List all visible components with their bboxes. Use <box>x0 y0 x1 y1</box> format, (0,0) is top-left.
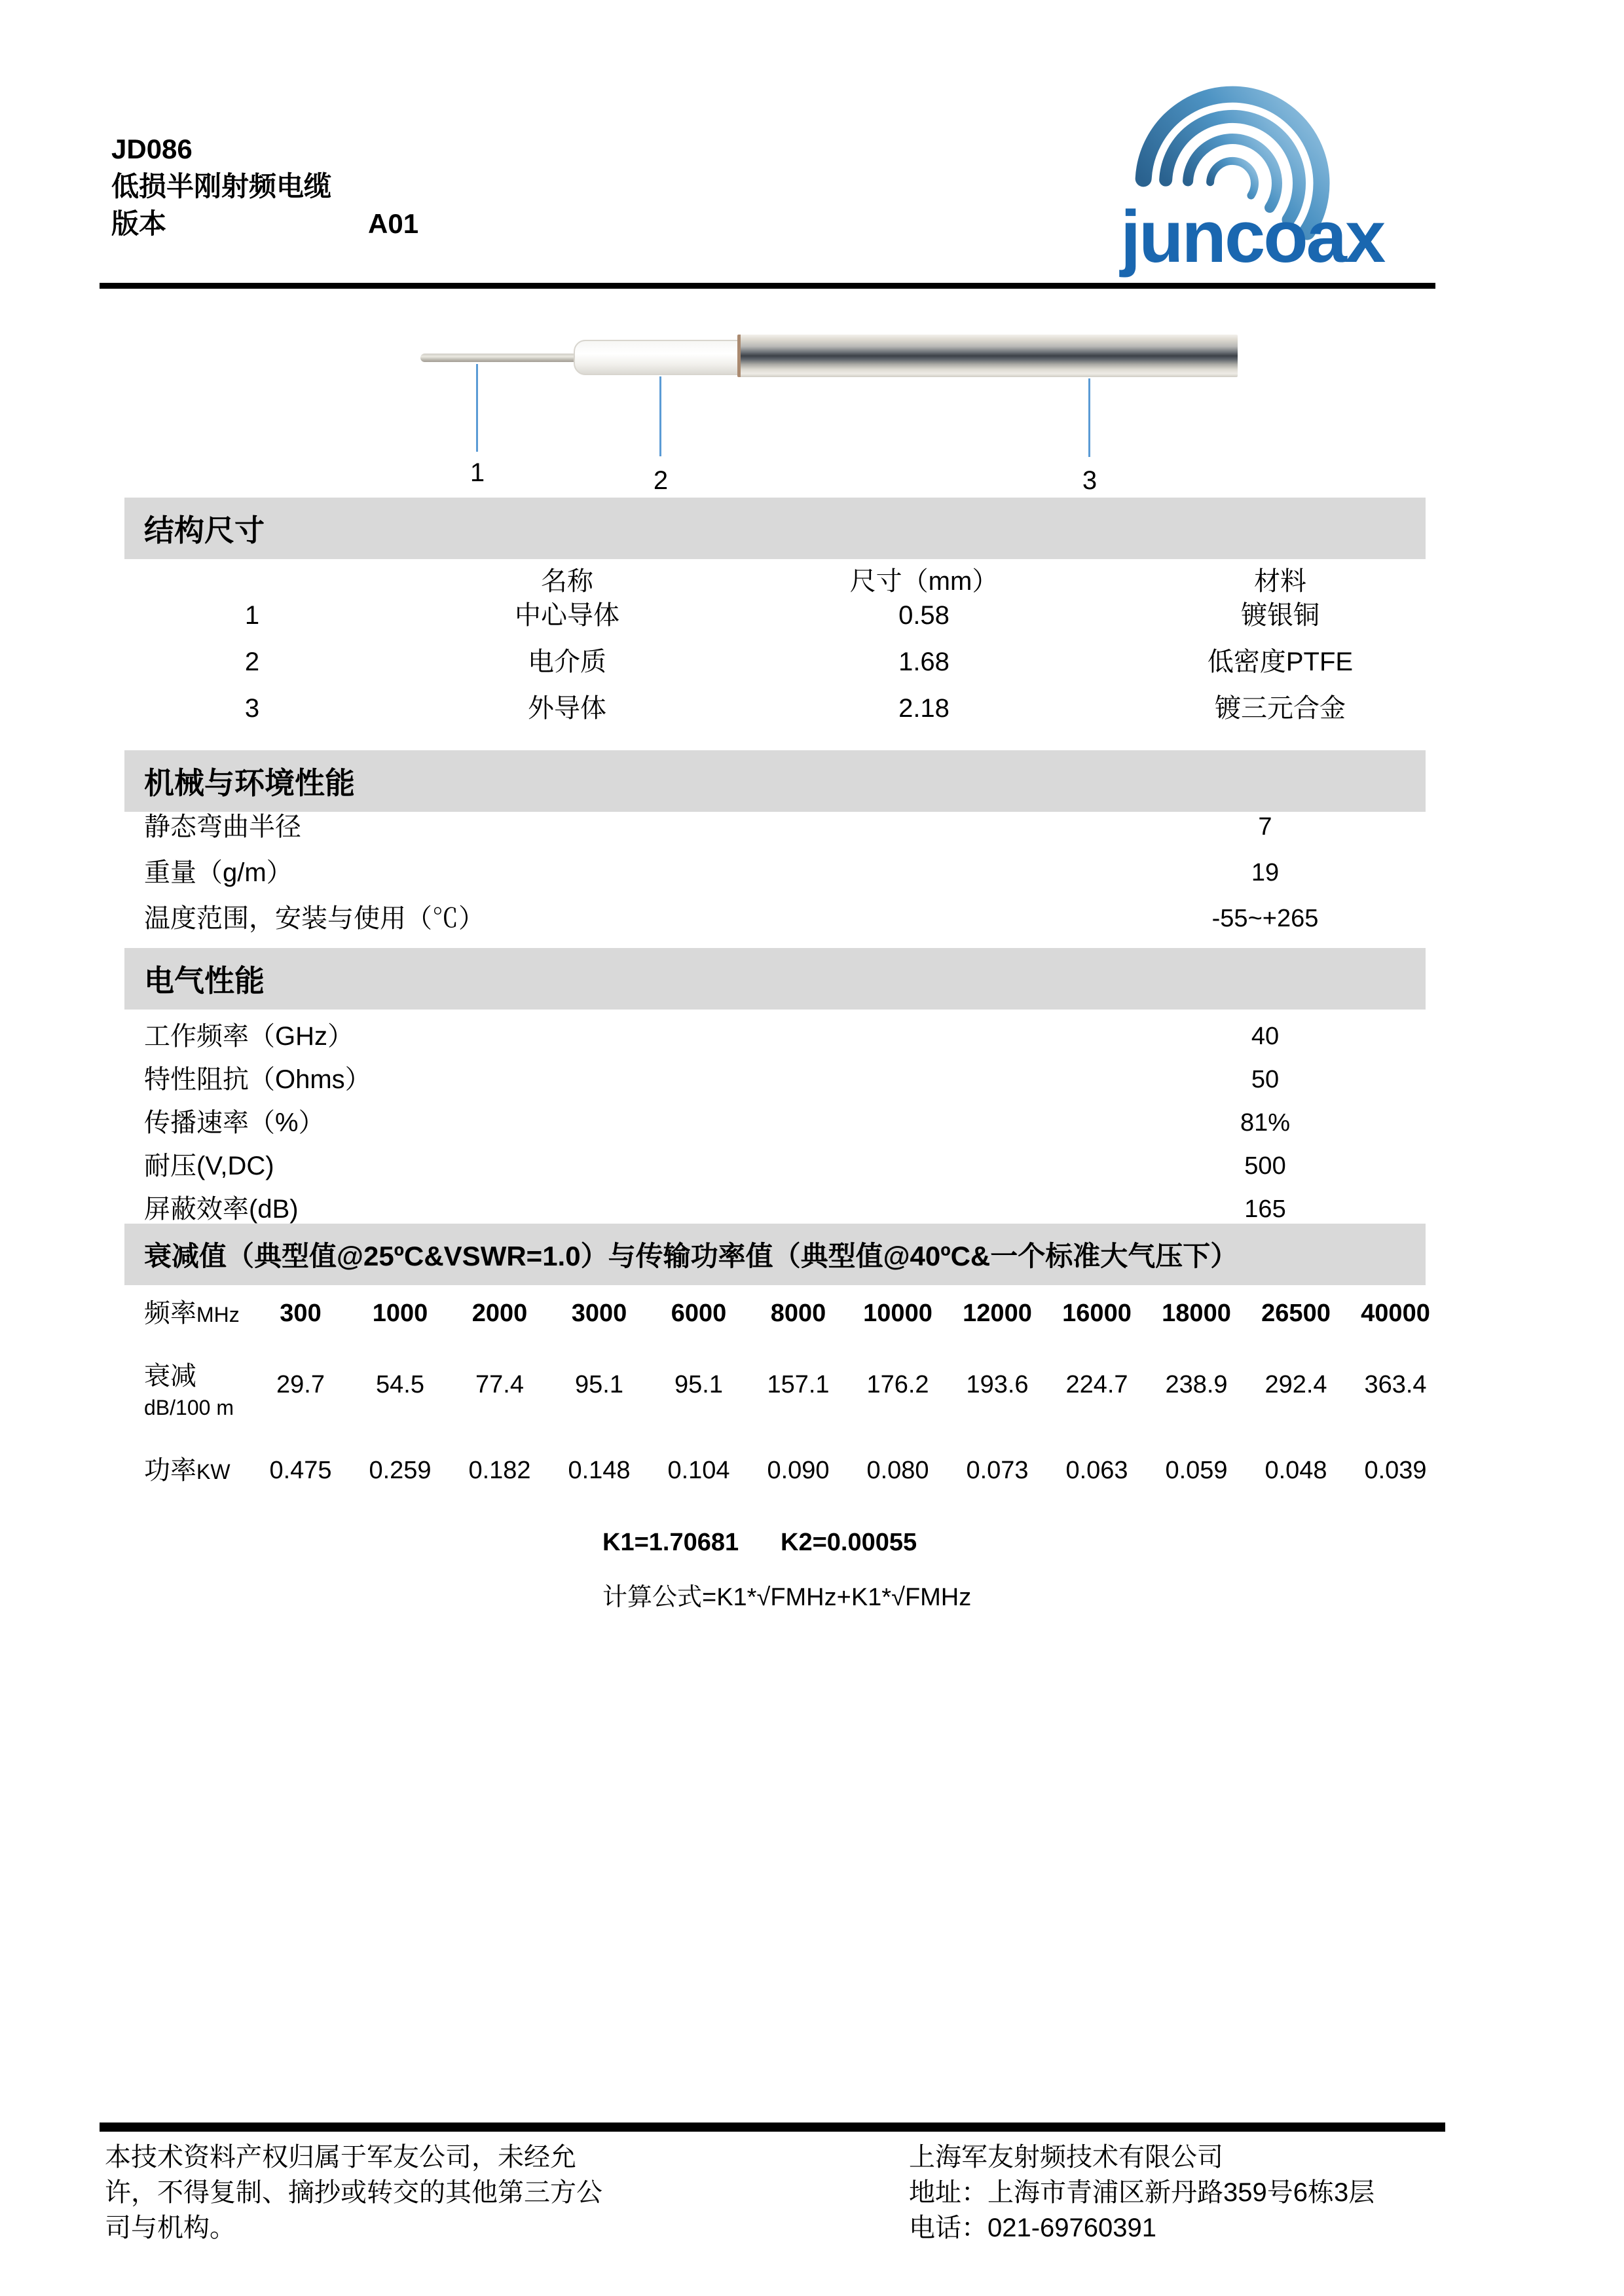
power-value: 0.048 <box>1264 1457 1327 1484</box>
freq-value: 6000 <box>671 1300 727 1327</box>
part-material: 镀三元合金 <box>1215 694 1346 723</box>
spec-value: 165 <box>1244 1195 1286 1223</box>
power-row <box>124 1453 1426 1487</box>
part-size: 2.18 <box>898 694 950 723</box>
section-title-electrical: 电气性能 <box>124 948 1426 1010</box>
spec-label: 重量（g/m） <box>144 858 293 887</box>
atten-value: 95.1 <box>575 1371 623 1398</box>
col-header-name: 名称 <box>541 567 593 596</box>
section-title-structure: 结构尺寸 <box>124 498 1426 559</box>
freq-value: 3000 <box>571 1300 627 1327</box>
electrical-row <box>124 1064 1426 1095</box>
attenuation-row <box>124 1350 1426 1429</box>
attenuation-label: 衰减 <box>144 1362 196 1391</box>
product-name: 低损半刚射频电缆 <box>111 171 332 202</box>
electrical-row <box>124 1194 1426 1225</box>
atten-value: 54.5 <box>376 1371 424 1398</box>
freq-value: 16000 <box>1062 1300 1132 1327</box>
freq-value: 2000 <box>471 1300 528 1327</box>
logo-wordmark: juncoax <box>1120 196 1384 278</box>
power-value: 0.148 <box>568 1457 631 1484</box>
model-number: JD086 <box>111 134 193 164</box>
structure-row <box>124 693 1426 724</box>
atten-value: 363.4 <box>1364 1371 1427 1398</box>
part-name: 中心导体 <box>515 601 619 630</box>
spec-label: 传播速率（%） <box>144 1108 325 1137</box>
electrical-row <box>124 1107 1426 1139</box>
version-value: A01 <box>368 208 419 239</box>
cable-part-label-3: 3 <box>1082 466 1098 495</box>
row-index: 3 <box>244 694 260 723</box>
footer-copyright-line: 许，不得复制、摘抄或转交的其他第三方公 <box>105 2178 602 2207</box>
footer-company-name: 上海军友射频技术有限公司 <box>909 2143 1223 2172</box>
leader-line-3 <box>1088 378 1090 457</box>
section-title-mechanical: 机械与环境性能 <box>124 750 1426 812</box>
power-value: 0.090 <box>767 1457 830 1484</box>
freq-value: 40000 <box>1361 1300 1430 1327</box>
cable-dielectric <box>574 340 739 375</box>
power-value: 0.073 <box>966 1457 1029 1484</box>
power-value: 0.039 <box>1364 1457 1427 1484</box>
spec-label: 静态弯曲半径 <box>144 812 301 841</box>
spec-value: 19 <box>1251 859 1280 886</box>
footer-company-phone: 电话：021-69760391 <box>909 2214 1157 2242</box>
power-value: 0.259 <box>369 1457 432 1484</box>
cable-center-conductor <box>420 354 592 362</box>
version-label: 版本 <box>111 208 167 239</box>
freq-value: 12000 <box>963 1300 1032 1327</box>
header-divider <box>100 283 1435 289</box>
freq-value: 300 <box>280 1300 322 1327</box>
col-header-material: 材料 <box>1254 567 1306 596</box>
atten-value: 176.2 <box>866 1371 929 1398</box>
attenuation-unit: dB/100 m <box>144 1396 234 1419</box>
calculation-formula: 计算公式=K1*√FMHz+K1*√FMHz <box>602 1584 972 1611</box>
leader-line-2 <box>659 376 661 456</box>
power-value: 0.104 <box>667 1457 730 1484</box>
power-label: 功率KW <box>144 1456 231 1485</box>
power-value: 0.080 <box>866 1457 929 1484</box>
structure-row <box>124 600 1426 631</box>
spec-value: 81% <box>1240 1109 1291 1137</box>
spec-label: 工作频率（GHz） <box>144 1022 354 1051</box>
mechanical-row <box>124 811 1426 843</box>
atten-value: 292.4 <box>1264 1371 1327 1398</box>
row-index: 1 <box>244 601 260 630</box>
spec-value: -55~+265 <box>1211 905 1319 932</box>
leader-line-1 <box>476 364 478 452</box>
constant-k2: K2=0.00055 <box>781 1529 917 1556</box>
electrical-row <box>124 1021 1426 1052</box>
col-header-size: 尺寸（mm） <box>849 567 999 596</box>
power-value: 0.059 <box>1165 1457 1228 1484</box>
footer-copyright-line: 本技术资料产权归属于军友公司，未经允 <box>105 2143 576 2172</box>
part-size: 1.68 <box>898 647 950 676</box>
frequency-row <box>124 1296 1430 1330</box>
electrical-row <box>124 1150 1426 1182</box>
freq-value: 10000 <box>863 1300 932 1327</box>
atten-value: 95.1 <box>674 1371 723 1398</box>
spec-value: 7 <box>1258 813 1272 841</box>
footer-copyright <box>105 2140 602 2246</box>
atten-value: 157.1 <box>767 1371 830 1398</box>
atten-value: 77.4 <box>475 1371 524 1398</box>
freq-value: 26500 <box>1261 1300 1331 1327</box>
footer-company-address: 地址：上海市青浦区新丹路359号6栋3层 <box>909 2178 1375 2207</box>
part-material: 低密度PTFE <box>1207 647 1354 676</box>
spec-value: 500 <box>1244 1152 1286 1180</box>
structure-row <box>124 646 1426 678</box>
freq-value: 18000 <box>1162 1300 1231 1327</box>
cable-outer-conductor <box>737 335 1238 377</box>
mechanical-row <box>124 903 1426 934</box>
footer-copyright-line: 司与机构。 <box>105 2214 236 2242</box>
spec-value: 50 <box>1251 1066 1280 1093</box>
company-logo <box>1113 62 1450 282</box>
mechanical-row <box>124 857 1426 888</box>
power-value: 0.475 <box>269 1457 332 1484</box>
spec-label: 特性阻抗（Ohms） <box>144 1065 371 1094</box>
atten-value: 193.6 <box>966 1371 1029 1398</box>
atten-value: 29.7 <box>276 1371 325 1398</box>
spec-value: 40 <box>1251 1023 1280 1050</box>
part-material: 镀银铜 <box>1241 601 1320 630</box>
footer-divider <box>100 2123 1445 2132</box>
footer-company-info <box>909 2140 1375 2246</box>
part-name: 外导体 <box>528 694 606 723</box>
constant-k1: K1=1.70681 <box>602 1529 739 1556</box>
frequency-label: 频率MHz <box>144 1299 240 1328</box>
section-title-attenuation: 衰减值（典型值@25ºC&VSWR=1.0）与传输功率值（典型值@40ºC&一个标准大气压下） <box>124 1224 1426 1285</box>
power-value: 0.182 <box>468 1457 531 1484</box>
spec-label: 耐压(V,DC) <box>144 1152 274 1180</box>
logo-waves-icon <box>1113 62 1450 282</box>
power-value: 0.063 <box>1065 1457 1128 1484</box>
spec-label: 屏蔽效率(dB) <box>144 1195 299 1224</box>
cable-part-label-2: 2 <box>653 466 669 495</box>
structure-header-row <box>124 566 1426 597</box>
freq-value: 8000 <box>770 1300 826 1327</box>
cable-part-label-1: 1 <box>470 458 485 487</box>
atten-value: 238.9 <box>1165 1371 1228 1398</box>
row-index: 2 <box>244 647 260 676</box>
atten-value: 224.7 <box>1065 1371 1128 1398</box>
part-name: 电介质 <box>528 647 606 676</box>
part-size: 0.58 <box>898 601 950 630</box>
spec-label: 温度范围，安装与使用（℃） <box>144 904 485 933</box>
freq-value: 1000 <box>372 1300 428 1327</box>
